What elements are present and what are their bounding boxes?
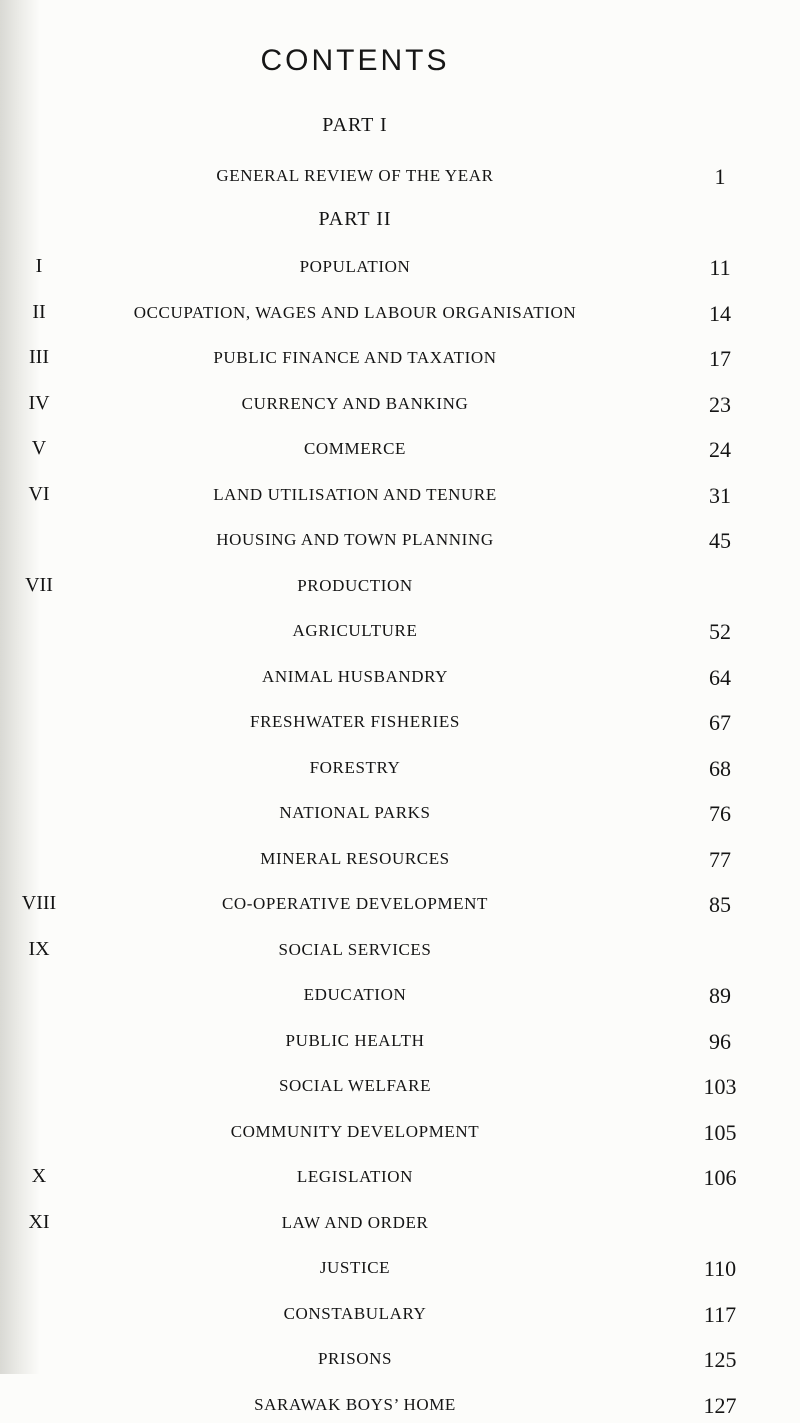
contents-entry xyxy=(0,710,800,740)
page-number: 89 xyxy=(709,983,731,1008)
page-number: 110 xyxy=(703,1256,737,1281)
page-number: 24 xyxy=(709,437,731,462)
entry-title: CO-OPERATIVE DEVELOPMENT xyxy=(221,894,489,913)
chapter-number: VIII xyxy=(21,892,57,914)
contents-entry xyxy=(0,392,800,422)
page-number: 64 xyxy=(709,664,731,690)
page-number: 77 xyxy=(709,846,731,872)
entry-title: ANIMAL HUSBANDRY xyxy=(261,666,449,686)
contents-entry xyxy=(0,892,800,922)
contents-entry xyxy=(0,1120,800,1150)
contents-entry xyxy=(0,528,800,558)
entry-title: SARAWAK BOYS’ HOME xyxy=(254,1394,456,1414)
contents-entry xyxy=(0,801,800,831)
page-number: 76 xyxy=(709,801,731,826)
page-number: 127 xyxy=(703,1392,737,1418)
chapter-number: X xyxy=(31,1165,47,1187)
entry-title: NATIONAL PARKS xyxy=(279,803,431,822)
entry-title: PRISONS xyxy=(317,1349,393,1368)
entry-title: JUSTICE xyxy=(319,1258,391,1277)
entry-title: PRODUCTION xyxy=(297,575,413,595)
entry-title: GENERAL REVIEW OF THE YEAR xyxy=(216,166,494,185)
entry-title: FORESTRY xyxy=(309,757,401,777)
entry-title: SOCIAL WELFARE xyxy=(278,1076,432,1095)
entry-title: CONSTABULARY xyxy=(283,1303,427,1323)
page-number: 17 xyxy=(709,346,731,371)
page-number: 31 xyxy=(709,482,731,508)
page-number: 85 xyxy=(709,892,731,917)
contents-entry xyxy=(0,255,800,285)
page-number: 96 xyxy=(709,1028,731,1054)
contents-entry xyxy=(0,346,800,376)
page-number: 52 xyxy=(709,619,731,644)
chapter-number: III xyxy=(29,346,49,368)
page-title: CONTENTS xyxy=(260,44,450,77)
contents-entry xyxy=(0,1302,800,1332)
page-number: 117 xyxy=(703,1301,737,1327)
contents-entry xyxy=(0,437,800,467)
contents-entry xyxy=(0,483,800,513)
entry-title: CURRENCY AND BANKING xyxy=(241,393,469,413)
chapter-number: VII xyxy=(25,573,53,596)
page-number: 23 xyxy=(709,391,731,417)
contents-entry xyxy=(0,938,800,968)
entry-title: LAW AND ORDER xyxy=(281,1212,429,1232)
contents-entry xyxy=(0,1211,800,1241)
chapter-number: V xyxy=(31,437,47,459)
entry-title: EDUCATION xyxy=(303,985,407,1004)
entry-title: OCCUPATION, WAGES AND LABOUR ORGANISATION xyxy=(133,302,577,322)
contents-entry xyxy=(0,1074,800,1104)
part-1-heading: PART I xyxy=(322,114,388,136)
contents-entry xyxy=(0,301,800,331)
chapter-number: IV xyxy=(28,391,50,414)
entry-title: PUBLIC HEALTH xyxy=(285,1030,425,1050)
contents-entry xyxy=(0,164,800,194)
chapter-number: VI xyxy=(28,482,50,505)
contents-entry xyxy=(0,1165,800,1195)
chapter-number: IX xyxy=(28,937,50,960)
page-number: 45 xyxy=(709,528,731,553)
contents-entry xyxy=(0,665,800,695)
entry-title: POPULATION xyxy=(299,257,411,276)
contents-entry xyxy=(0,619,800,649)
contents-entry xyxy=(0,983,800,1013)
contents-entry xyxy=(0,1393,800,1423)
page-number: 105 xyxy=(703,1119,737,1145)
chapter-number: II xyxy=(32,300,46,323)
contents-entry xyxy=(0,1347,800,1377)
entry-title: MINERAL RESOURCES xyxy=(260,848,450,868)
entry-title: LAND UTILISATION AND TENURE xyxy=(213,484,497,504)
entry-title: COMMUNITY DEVELOPMENT xyxy=(230,1121,480,1141)
page-number: 125 xyxy=(703,1347,737,1372)
part-2-heading: PART II xyxy=(318,208,392,230)
entry-title: SOCIAL SERVICES xyxy=(278,939,432,959)
entry-title: HOUSING AND TOWN PLANNING xyxy=(216,530,494,549)
entry-title: PUBLIC FINANCE AND TAXATION xyxy=(213,348,497,367)
page-number: 11 xyxy=(709,255,731,280)
chapter-number: I xyxy=(35,255,43,277)
contents-entry xyxy=(0,574,800,604)
entry-title: AGRICULTURE xyxy=(292,621,418,640)
entry-title: FRESHWATER FISHERIES xyxy=(250,712,460,731)
contents-entry xyxy=(0,847,800,877)
page-number: 106 xyxy=(703,1165,737,1190)
contents-entry xyxy=(0,1256,800,1286)
page-number: 103 xyxy=(703,1074,737,1099)
entry-title: LEGISLATION xyxy=(296,1167,414,1186)
entry-title: COMMERCE xyxy=(303,439,407,458)
page-number: 1 xyxy=(714,164,726,189)
contents-entry xyxy=(0,1029,800,1059)
page-number: 14 xyxy=(709,300,731,326)
page-number: 67 xyxy=(709,710,731,735)
chapter-number: XI xyxy=(28,1210,50,1233)
page-number: 68 xyxy=(709,755,731,781)
contents-entry xyxy=(0,756,800,786)
